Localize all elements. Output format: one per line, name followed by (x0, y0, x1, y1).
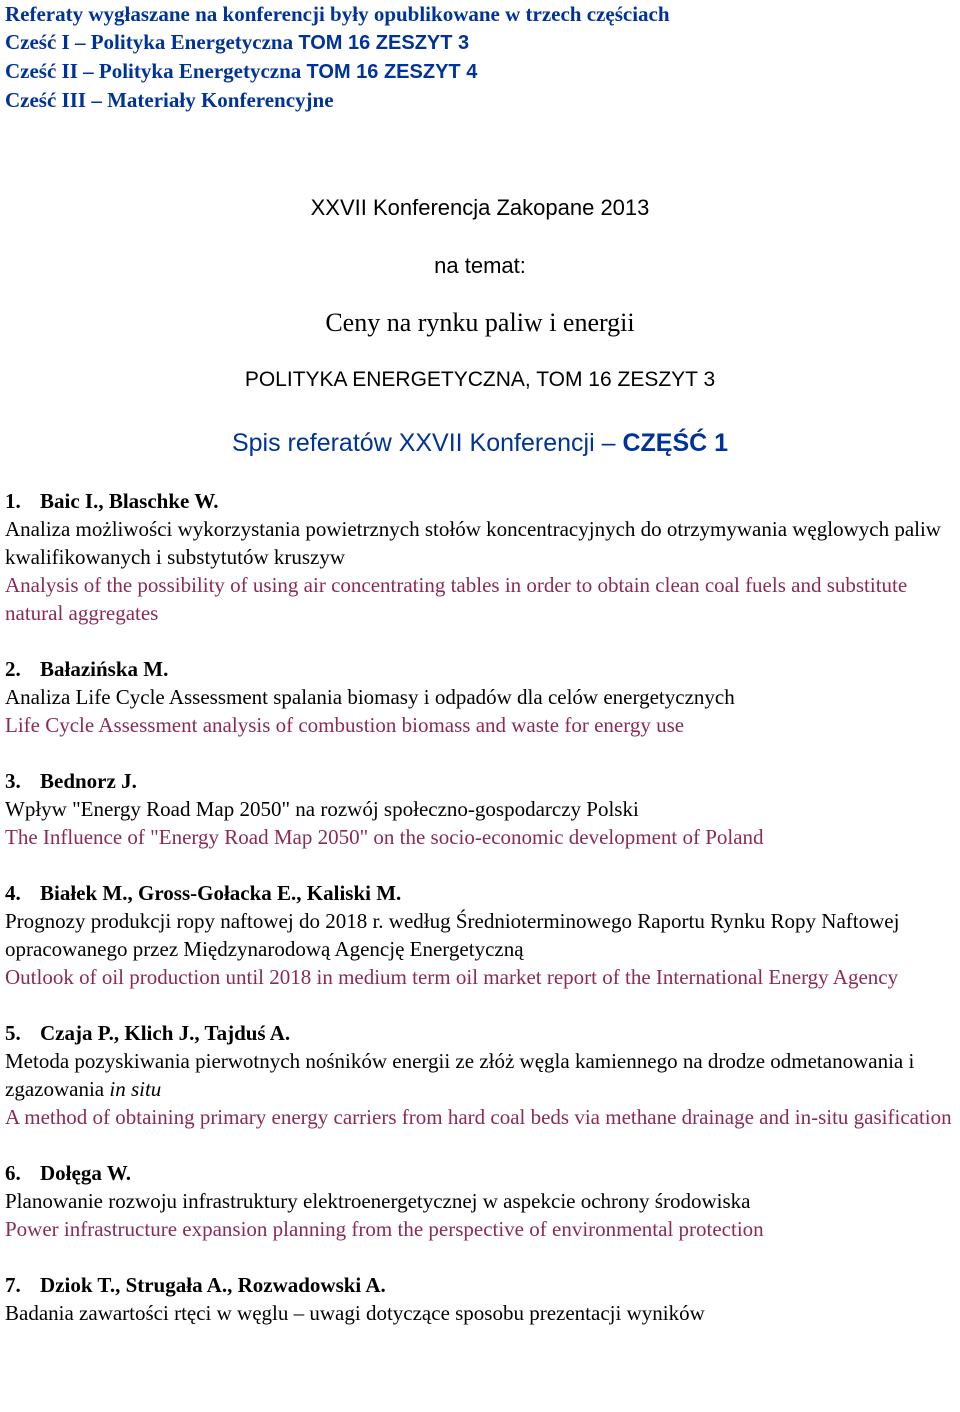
paper-authors-line (5, 1271, 957, 1299)
paper-authors: Bednorz J. (40, 769, 137, 793)
paper-title-en: A method of obtaining primary energy carriers from hard coal beds via methane drainage and in-situ gasification (5, 1105, 952, 1129)
paper-title-pl: Prognozy produkcji ropy naftowej do 2018 r. według Średnioterminowego Raportu Rynku Ropy Naftowej opracowanego przez Międzynarodową Agencję Energetyczną (5, 909, 900, 961)
toc-title: Spis referatów XXVII Konferencji – (231, 429, 616, 457)
paper-item (5, 1271, 957, 1327)
paper-title-pl: Badania zawartości rtęci w węglu – uwagi dotyczące sposobu prezentacji wyników (5, 1301, 705, 1325)
paper-authors-line (5, 487, 957, 515)
paper-title-pl: Analiza Life Cycle Assessment spalania biomasy i odpadów dla celów energetycznych (5, 685, 735, 709)
publication-part-2 (5, 57, 955, 86)
toc-part: CZĘŚĆ 1 (622, 429, 729, 457)
publication-note (5, 0, 955, 114)
paper-item (5, 879, 957, 991)
paper-item (5, 655, 957, 739)
paper-authors: Czaja P., Klich J., Tajduś A. (40, 1021, 291, 1045)
paper-title-pl: Planowanie rozwoju infrastruktury elektroenergetycznej w aspekcie ochrony środowiska (5, 1189, 751, 1213)
paper-authors-line (5, 1019, 957, 1047)
paper-number: 2. (5, 657, 21, 681)
publication-part-1 (5, 28, 955, 57)
journal-reference: POLITYKA ENERGETYCZNA, TOM 16 ZESZYT 3 (244, 368, 716, 391)
toc-heading (0, 425, 960, 461)
paper-authors: Dołęga W. (40, 1161, 132, 1185)
paper-title-en: The Influence of "Energy Road Map 2050" on the socio-economic development of Poland (5, 825, 764, 849)
paper-item (5, 487, 957, 627)
paper-authors-line (5, 655, 957, 683)
paper-authors: Dziok T., Strugała A., Rozwadowski A. (40, 1273, 386, 1297)
paper-number: 4. (5, 881, 21, 905)
paper-title-en: Analysis of the possibility of using air concentrating tables in order to obtain clean coal fuels and substitute natural aggregates (5, 573, 908, 625)
publication-note-line: Referaty wygłaszane na konferencji były opublikowane w trzech częściach (5, 2, 670, 26)
paper-title-pl-text: Metoda pozyskiwania pierwotnych nośników energii ze złóż węgla kamiennego na drodze odmetanowania i zgazowania (5, 1049, 915, 1101)
conference-theme: Ceny na rynku paliw i energii (325, 308, 635, 337)
paper-authors-line (5, 879, 957, 907)
paper-title-en: Outlook of oil production until 2018 in medium term oil market report of the International Energy Agency (5, 965, 899, 989)
paper-number: 7. (5, 1273, 21, 1297)
conference-title: XXVII Konferencja Zakopane 2013 (310, 195, 650, 220)
paper-title-en: Power infrastructure expansion planning from the perspective of environmental protection (5, 1217, 764, 1241)
part-2-volume: TOM 16 ZESZYT 4 (306, 61, 478, 83)
part-1-volume: TOM 16 ZESZYT 3 (298, 32, 470, 54)
paper-title-pl: Wpływ "Energy Road Map 2050" na rozwój społeczno-gospodarczy Polski (5, 797, 639, 821)
paper-number: 1. (5, 489, 21, 513)
paper-authors-line (5, 1159, 957, 1187)
paper-list (5, 487, 957, 1355)
paper-item (5, 1019, 957, 1131)
paper-number: 6. (5, 1161, 21, 1185)
paper-item (5, 1159, 957, 1243)
paper-title-pl-italic: in situ (109, 1077, 162, 1101)
part-1-label: Cześć I – Polityka Energetyczna (5, 30, 299, 54)
paper-authors: Bałazińska M. (40, 657, 169, 681)
topic-label: na temat: (434, 253, 526, 278)
paper-authors-line (5, 767, 957, 795)
paper-authors: Baic I., Blaschke W. (40, 489, 219, 513)
paper-title-pl: Analiza możliwości wykorzystania powietrznych stołów koncentracyjnych do otrzymywania węglowych paliw kwalifikowanych i substytutów kruszyw (5, 517, 941, 569)
paper-number: 5. (5, 1021, 21, 1045)
part-2-label: Cześć II – Polityka Energetyczna (5, 59, 307, 83)
paper-item (5, 767, 957, 851)
paper-number: 3. (5, 769, 21, 793)
publication-part-3: Cześć III – Materiały Konferencyjne (5, 88, 334, 112)
paper-title-en: Life Cycle Assessment analysis of combustion biomass and waste for energy use (5, 713, 685, 737)
paper-title-pl (5, 1047, 957, 1103)
paper-authors: Białek M., Gross-Gołacka E., Kaliski M. (40, 881, 402, 905)
